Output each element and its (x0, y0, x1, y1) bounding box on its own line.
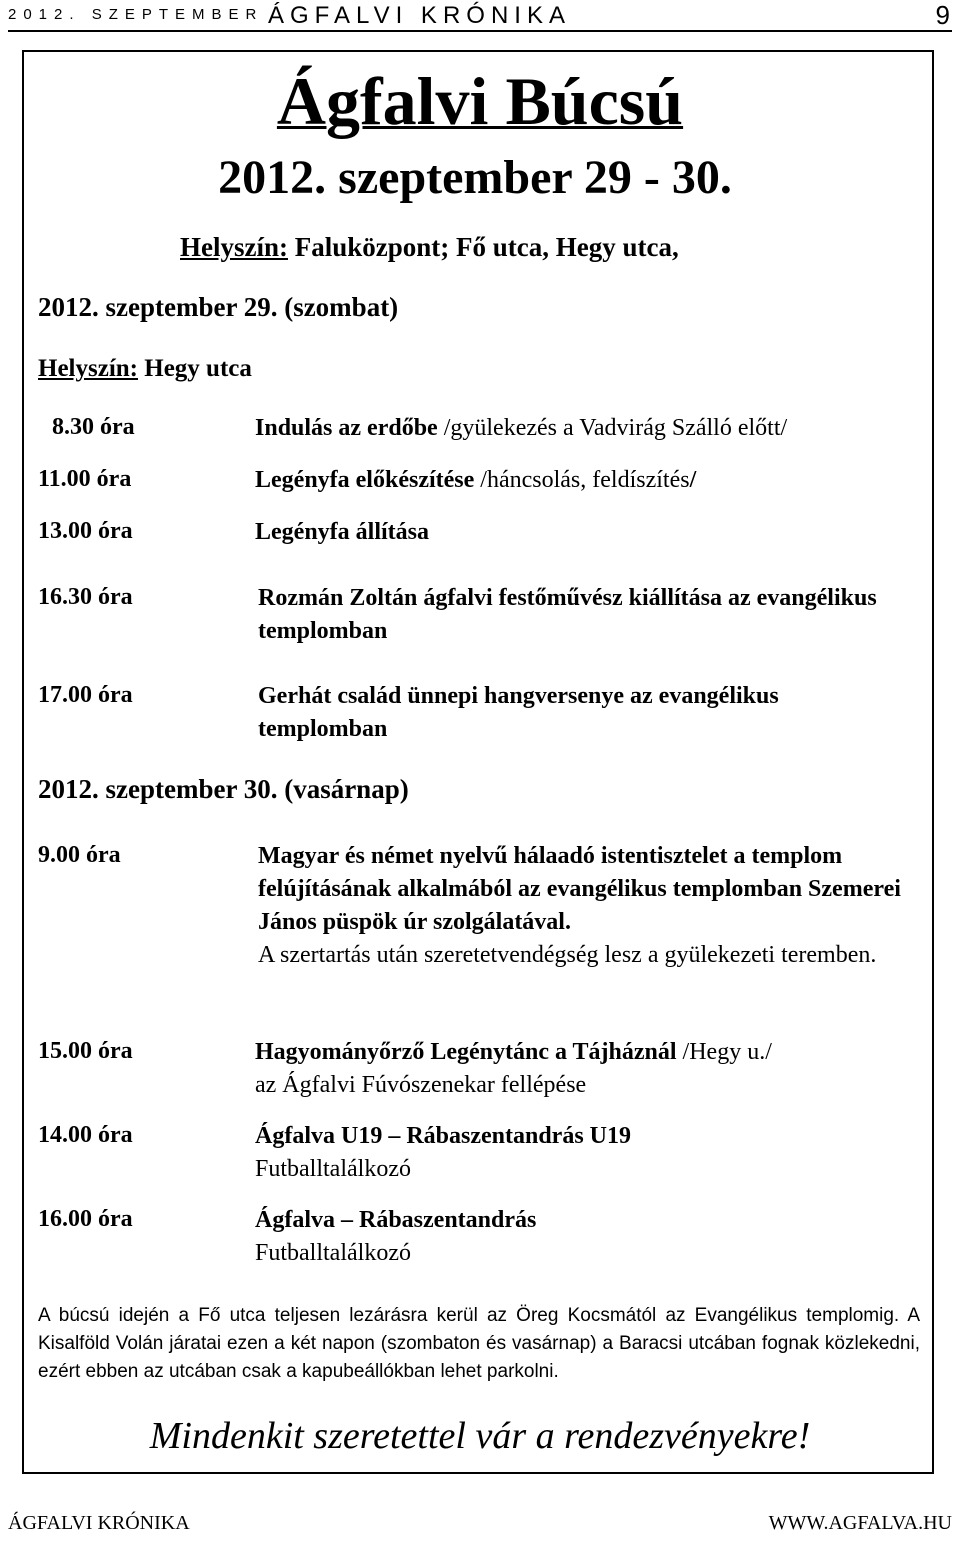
event-description: Magyar és német nyelvű hálaadó istentisztelet a templom felújításának alkalmából az evangélikus templomban Szemerei János püspök úr szolgálatával. A szertartás után szeretetvendégség lesz a gyülekezeti teremben. (258, 843, 901, 968)
header-title: ÁGFALVI KRÓNIKA (268, 2, 571, 29)
event-time: 17.00 óra (38, 682, 133, 708)
event-description: Gerhát család ünnepi hangversenye az evangélikus templomban (258, 683, 779, 742)
main-title: Ágfalvi Búcsú (276, 63, 684, 139)
footer-publication: ÁGFALVI KRÓNIKA (8, 1512, 190, 1534)
event-time: 8.30 óra (52, 414, 135, 440)
day1-heading: 2012. szeptember 29. (szombat) (38, 292, 399, 322)
page-number: 9 (935, 0, 950, 30)
day1-venue-text: Hegy utca (138, 355, 252, 382)
event-time: 14.00 óra (38, 1122, 133, 1148)
event-time: 16.00 óra (38, 1206, 133, 1232)
page-header (0, 0, 960, 30)
event-time: 13.00 óra (38, 518, 133, 544)
event-description: Hagyományőrző Legénytánc a Tájháznál /Hegy u./ az Ágfalvi Fúvószenekar fellépése (255, 1039, 772, 1098)
event-description: Indulás az erdőbe /gyülekezés a Vadvirág Szálló előtt/ (255, 415, 788, 441)
venue-label: Helyszín: (180, 232, 288, 262)
event-date-range: 2012. szeptember 29 - 30. (218, 151, 732, 204)
event-time: 9.00 óra (38, 842, 121, 868)
day1-venue-label: Helyszín: (38, 355, 138, 382)
closing-message: Mindenkit szeretettel vár a rendezvényekre! (149, 1415, 811, 1457)
footer-website: WWW.AGFALVA.HU (768, 1512, 952, 1534)
event-time: 11.00 óra (38, 466, 132, 492)
main-venue (180, 232, 679, 263)
day1-venue (38, 355, 252, 383)
event-description: Rozmán Zoltán ágfalvi festőművész kiállítása az evangélikus templomban (258, 585, 877, 644)
event-time: 16.30 óra (38, 584, 133, 610)
event-time: 15.00 óra (38, 1038, 133, 1064)
event-description: Ágfalva U19 – Rábaszentandrás U19 Futballtalálkozó (255, 1123, 632, 1182)
header-date: 2012. SZEPTEMBER (8, 6, 264, 23)
event-description: Legényfa előkészítése /háncsolás, feldíszítés/ (255, 467, 697, 493)
road-closure-notice: A búcsú idején a Fő utca teljesen lezárásra kerül az Öreg Kocsmától az Evangélikus templomig. A Kisalföld Volán járatai ezen a két napon (szombaton és vasárnap) a Baracsi utcában fognak közlekedni, ezért ebben az utcában csak a kapubeállókban lehet parkolni. (38, 1305, 920, 1382)
event-description: Ágfalva – Rábaszentandrás Futballtalálkozó (255, 1207, 537, 1266)
venue-text: Faluközpont; Fő utca, Hegy utca, (288, 232, 679, 262)
day2-heading: 2012. szeptember 30. (vasárnap) (38, 774, 409, 804)
event-description: Legényfa állítása (255, 519, 429, 545)
header-rule (8, 30, 952, 32)
